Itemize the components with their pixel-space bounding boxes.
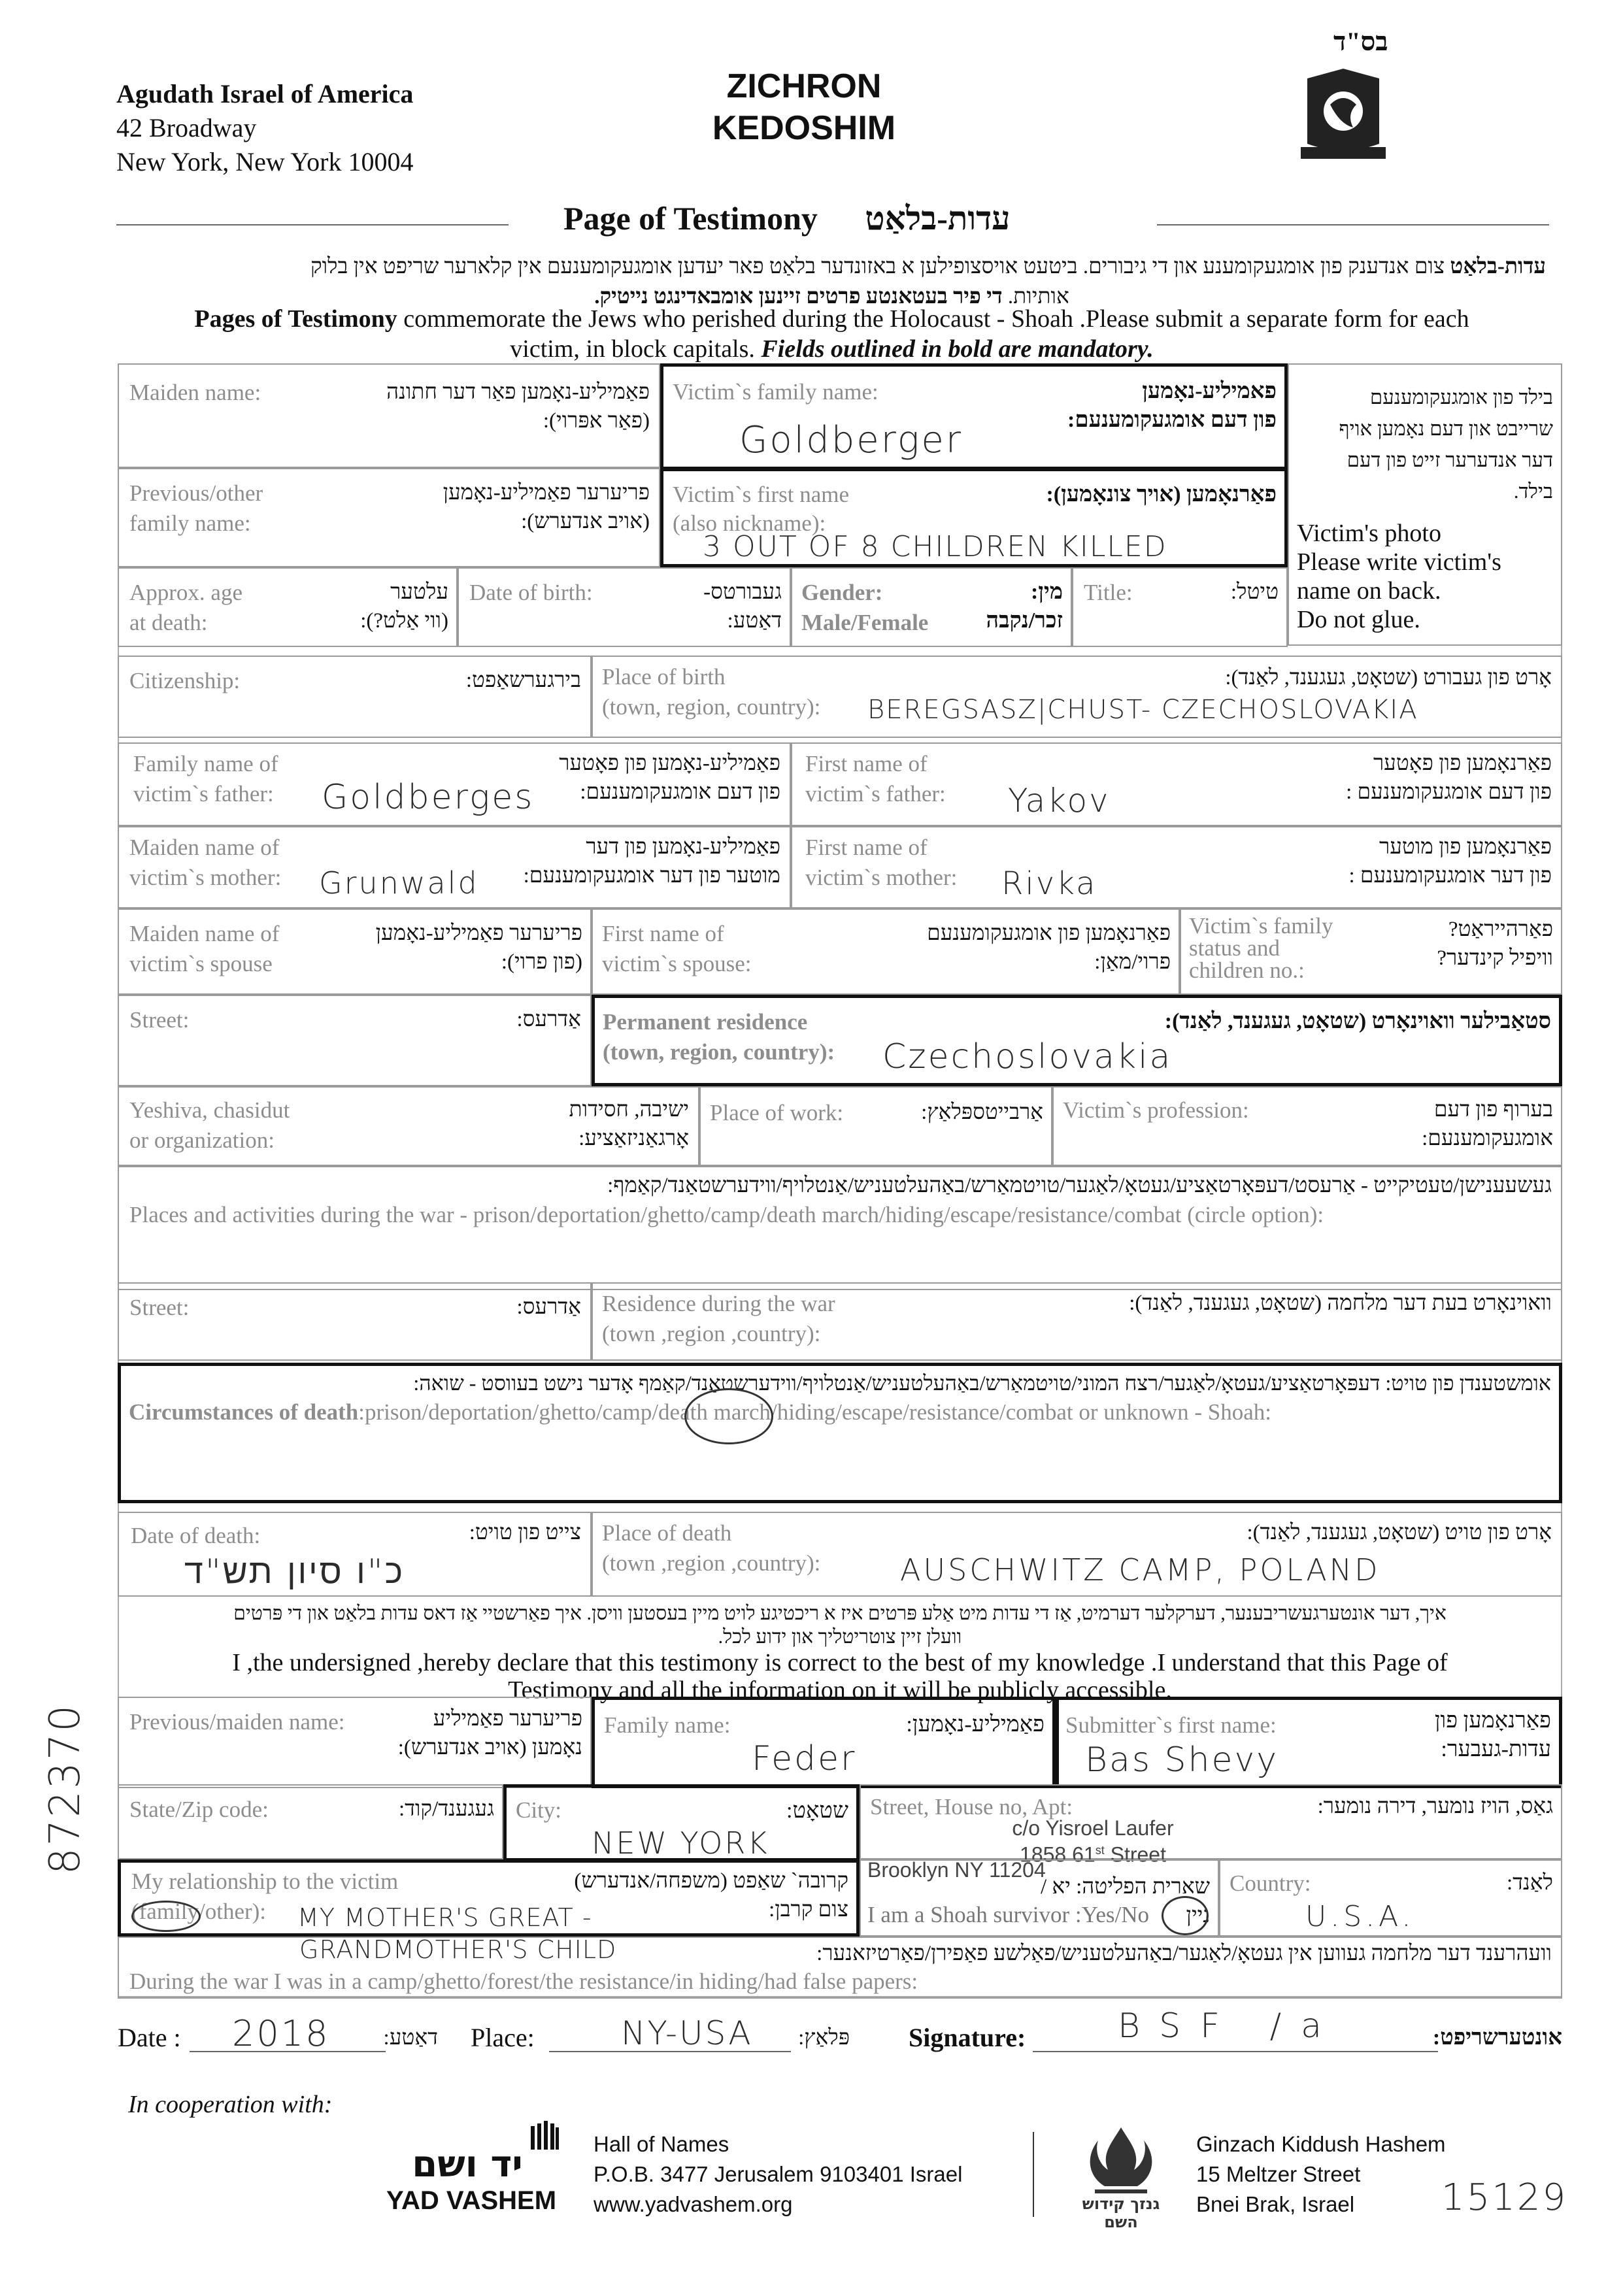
- age-label-he: עלטער: [390, 580, 448, 604]
- birthplace-label: Place of birth: [602, 664, 726, 690]
- address-stamp-line1: c/o Yisroel Laufer: [1012, 1816, 1174, 1840]
- photo-instruction-he-line1: בילד פון אומגעקומענעם: [1369, 386, 1553, 408]
- spouse-first-name-field[interactable]: [592, 908, 1180, 995]
- submitter-family-name-value: Feder: [752, 1739, 857, 1778]
- previous-name-label-he2: (אויב אנדערש):: [521, 510, 650, 533]
- mother-maiden-label: Maiden name of: [129, 835, 280, 860]
- father-first-label2: victim`s father:: [805, 781, 946, 807]
- declaration-en: I ,the undersigned ,hereby declare that this testimony is correct to the best of my knowledge .I understand that this Page of: [232, 1649, 1448, 1676]
- previous-name-label: Previous/other: [129, 480, 263, 506]
- war-residence-label2: (town ,region ,country):: [602, 1321, 821, 1346]
- place-of-death-label2: (town ,region ,country):: [602, 1550, 821, 1576]
- mother-maiden-label-he2: מוטער פון דער אומגעקומענעם:: [523, 864, 780, 888]
- family-circle-mark: [131, 1901, 201, 1932]
- place-of-birth-field[interactable]: [592, 656, 1562, 738]
- previous-name-field[interactable]: [118, 468, 660, 567]
- intro-yiddish-line2: אותיות.: [1007, 285, 1069, 308]
- submitter-first-name-label-he: פאַרנאָמען פון: [1434, 1708, 1551, 1733]
- mother-first-value: Rivka: [1001, 865, 1097, 902]
- survivor-field[interactable]: [860, 1859, 1219, 1937]
- family-status-label2: status and: [1189, 935, 1280, 961]
- country-label: Country:: [1230, 1871, 1311, 1896]
- country-label-he: לאַנד:: [1506, 1871, 1553, 1895]
- yeshiva-field[interactable]: [118, 1086, 699, 1166]
- date-of-death-value: כ"ו סיון תש"ד: [184, 1552, 405, 1591]
- submitter-first-name-value: Bas Shevy: [1085, 1740, 1279, 1780]
- birthplace-label2: (town, region, country):: [602, 694, 821, 720]
- yad-vashem-en: YAD VASHEM: [386, 2186, 557, 2215]
- country-value: U.S.A.: [1305, 1900, 1415, 1933]
- father-family-label2: victim`s father:: [133, 781, 274, 807]
- intro-bold-word: עדות-בלאַט: [1450, 255, 1546, 278]
- place-label: Place:: [471, 2023, 535, 2052]
- relationship-value-line2: GRANDMOTHER'S CHILD: [299, 1935, 617, 1964]
- address-stamp-ordinal: st: [1095, 1844, 1105, 1857]
- camp-circle-mark: [684, 1388, 773, 1444]
- birthplace-label-he: אָרט פון געבורט (שטאָט, געגענד, לאַנד):: [1225, 666, 1552, 690]
- war-street-label: Street:: [129, 1295, 190, 1320]
- spouse-maiden-label: Maiden name of: [129, 921, 280, 946]
- street-label-he: אַדרעס:: [516, 1008, 581, 1031]
- victim-first-name-value: 3 OUT OF 8 CHILDREN KILLED: [703, 530, 1167, 563]
- survivor-label: I am a Shoah survivor :Yes/No: [867, 1902, 1150, 1927]
- yeshiva-label-he: ישיבה, חסידות: [569, 1098, 689, 1122]
- death-circumstances-label: :prison/deportation/ghetto/camp/death march/hiding/escape/resistance/combat or unknown - Shoah:: [358, 1399, 1271, 1425]
- yad-vashem-he: יד ושם: [412, 2143, 523, 2186]
- hall-of-names-line3: www.yadvashem.org: [594, 2192, 793, 2216]
- place-value: NY-USA: [621, 2014, 753, 2052]
- victim-first-name-label-he: פאַרנאָמען (אויך צונאָמען):: [1046, 482, 1277, 507]
- war-activities-label: Places and activities during the war - prison/deportation/ghetto/camp/death march/hiding/escape/resistance/combat (circle option):: [129, 1202, 1324, 1227]
- submitter-first-name-label: Submitter`s first name:: [1065, 1712, 1277, 1738]
- war-activities-label-he: געשעענישן/טעטיקייט - אַרעסט/דעפּאָרטאַציע/געטאָ/לאַגער/טויטמאַרש/באַהעלטעניש/אַנטלויף/ווידערשטאַנד/קאַמף:: [607, 1174, 1552, 1197]
- place-of-death-label-he: אָרט פון טויט (שטאָט, געגענד, לאַנד):: [1247, 1521, 1552, 1544]
- spouse-maiden-name-field[interactable]: [118, 908, 592, 995]
- dob-label: Date of birth:: [469, 580, 593, 605]
- previous-name-label2: family name:: [129, 510, 251, 536]
- signature-label: Signature:: [909, 2023, 1026, 2052]
- ginzach-line3: Bnei Brak, Israel: [1196, 2192, 1355, 2216]
- death-circumstances-label-he: אומשטענדן פון טויט: דעפּאָרטאַציע/געטאָ/לאַגער/רצח המוני/טויטמאַרש/באַהעלטעניש/אַנטלויף/ווידערשטאַנד/קאַמף אָדער נישט בעווסט - שואה:: [413, 1371, 1551, 1395]
- family-status-label3: children no.:: [1189, 957, 1305, 983]
- maiden-name-field[interactable]: [118, 363, 660, 468]
- declaration-he: איך, דער אונטערגעשריבענער, דערקלער דערמיט, אַז די עדות מיט אַלע פּרטים איז א ריכטיגע לויט מיין בעסטען וויסן. איך פאַרשטיי אַז דאס עדות בלאַט און די פּרטים: [233, 1603, 1447, 1624]
- gender-options: Male/Female: [801, 610, 929, 635]
- photo-instruction-he-line4: בילד.: [1513, 480, 1553, 503]
- survivor-label-he: שארית הפליטה: יא / ניין: [1041, 1875, 1210, 1927]
- relationship-label: My relationship to the victim: [131, 1869, 399, 1894]
- previous-name-label-he: פריערער פאַמיליע-נאָמען: [443, 481, 650, 505]
- relationship-label-he2: צום קרבן:: [769, 1898, 848, 1922]
- maiden-name-label-he: פאַמיליע-נאָמען פאַר דער חתונה: [386, 380, 650, 404]
- victim-photo-box[interactable]: [1288, 363, 1562, 646]
- citizenship-label: Citizenship:: [129, 668, 241, 693]
- title-line2: KEDOSHIM: [712, 109, 896, 147]
- place-label-he: פּלאַץ:: [798, 2026, 850, 2050]
- family-status-label: Victim`s family: [1189, 913, 1333, 939]
- father-first-value: Yakov: [1008, 782, 1111, 820]
- photo-instruction-en-line1: Victim's photo: [1297, 520, 1441, 547]
- relationship-label2: (family/other):: [131, 1899, 267, 1924]
- photo-instruction-en-line4: Do not glue.: [1297, 606, 1420, 633]
- dob-label-he2: דאַטע:: [727, 609, 782, 633]
- place-of-death-field[interactable]: [592, 1512, 1562, 1597]
- intro-mandatory-note: Fields outlined in bold are mandatory.: [761, 335, 1154, 363]
- yeshiva-label-he2: אָרגאַניזאַציע:: [578, 1127, 689, 1150]
- photo-instruction-he-line2: שרייבט און דעם נאָמען אויף: [1339, 417, 1553, 440]
- gender-options-he: זכר/נקבה: [986, 608, 1063, 633]
- maiden-name-label: Maiden name:: [129, 380, 261, 405]
- title-label-he: טיטל:: [1230, 580, 1279, 604]
- state-zip-label: State/Zip code:: [129, 1797, 269, 1822]
- title-line1: ZICHRON: [726, 67, 882, 105]
- age-label-he2: (ווי אַלט?):: [360, 609, 448, 633]
- death-circumstances-label-bold: Circumstances of death: [129, 1399, 359, 1425]
- declaration-block: [118, 1601, 1562, 1706]
- profession-label: Victim`s profession:: [1063, 1097, 1249, 1123]
- mother-maiden-value: Grunwald: [319, 865, 479, 901]
- date-of-death-label-he: צייט פון טויט:: [469, 1521, 581, 1544]
- city-field[interactable]: [503, 1784, 860, 1861]
- ginzach-logo: [1072, 2124, 1170, 2229]
- mother-maiden-label-he: פאַמיליע-נאָמען פון דער: [586, 835, 780, 859]
- submitter-prev-name-field[interactable]: [118, 1697, 592, 1788]
- signature-value: BSF /a: [1118, 2006, 1341, 2046]
- street-apt-label-he: גאַס, הויז נומער, דירה נומער:: [1317, 1795, 1553, 1818]
- father-family-name-field[interactable]: [118, 742, 791, 826]
- spouse-maiden-label-he: פריערער פאַמיליע-נאָמען: [375, 922, 582, 945]
- workplace-field[interactable]: [699, 1086, 1052, 1166]
- date-of-death-label: Date of death:: [131, 1523, 261, 1548]
- submitter-family-name-label-he: פאַמיליע-נאָמען:: [906, 1712, 1045, 1737]
- victim-family-name-value: Goldberger: [739, 419, 963, 461]
- margin-case-number: 872370: [41, 1703, 90, 1875]
- street-field[interactable]: [118, 995, 592, 1086]
- submitter-prev-name-label-he: פריערער פאַמיליע: [433, 1707, 582, 1731]
- submitter-prev-name-label-he2: נאָמען (אויב אנדערש):: [397, 1736, 582, 1759]
- title-field[interactable]: [1072, 567, 1288, 647]
- dob-label-he: געבורטס-: [703, 580, 782, 604]
- hall-of-names-line1: Hall of Names: [594, 2132, 729, 2156]
- spouse-first-label2: victim`s spouse:: [602, 951, 752, 976]
- family-status-label-he2: וויפיל קינדער?: [1437, 946, 1553, 970]
- address-stamp-line3: Brooklyn NY 11204: [867, 1858, 1046, 1882]
- no-circle-mark: [1162, 1896, 1209, 1935]
- ginzach-line2: 15 Meltzer Street: [1196, 2162, 1361, 2186]
- war-residence-label: Residence during the war: [602, 1291, 835, 1316]
- state-zip-label-he: געגענד/קוד:: [398, 1797, 494, 1821]
- gender-label-he: מין:: [1030, 580, 1063, 604]
- mother-first-label-he2: פון דער אומגעקומענעם :: [1348, 864, 1552, 888]
- age-label2: at death:: [129, 610, 208, 635]
- city-label-he: שטאָט:: [786, 1799, 848, 1823]
- declaration-en2: Testimony and all the information on it will be publicly accessible.: [508, 1676, 1172, 1704]
- maiden-name-label-he2: (פאַר אפּרוי):: [543, 409, 650, 433]
- declaration-he2: וועלן זיין צוטריטליך און ידוע לכל.: [718, 1626, 962, 1648]
- victim-family-name-label-he2: פון דעם אומגעקומענעם:: [1067, 408, 1277, 432]
- intro-english-bold: Pages of Testimony: [194, 305, 397, 333]
- war-residence-field[interactable]: [592, 1282, 1562, 1361]
- death-circumstances-field[interactable]: [118, 1363, 1562, 1503]
- address-stamp-line2: 1858 61: [1020, 1842, 1096, 1867]
- yeshiva-label2: or organization:: [129, 1127, 275, 1153]
- intro-yiddish-line1: צום אנדענק פון אומגעקומענע און די גיבורים. ביטעט אויסצופילען א באזונדער בלאַט פאר יעדען אומגעקומענעם אין קלארער שריפט אין בלוק: [310, 255, 1445, 278]
- victim-family-name-label: Victim`s family name:: [673, 379, 878, 405]
- mother-first-label-he: פאַרנאָמען פון מוטער: [1379, 835, 1552, 859]
- birthplace-value: BEREGSASZ|CHUST- CZECHOSLOVAKIA: [867, 695, 1418, 725]
- father-first-label-he: פאַרנאָמען פון פאָטער: [1373, 752, 1552, 775]
- place-of-death-value: AUSCHWITZ CAMP, POLAND: [900, 1552, 1380, 1588]
- war-location-field[interactable]: [118, 1937, 1562, 1999]
- intro-english-line2: victim, in block capitals.: [510, 335, 755, 363]
- org-address-line2: New York, New York 10004: [116, 147, 414, 176]
- victim-first-name-label: Victim`s first name: [673, 482, 850, 507]
- residence-label2: (town, region, country):: [603, 1039, 835, 1065]
- spouse-maiden-label-he2: (פון פרוי):: [501, 950, 582, 974]
- org-address-line1: 42 Broadway: [116, 113, 257, 142]
- city-label: City:: [516, 1797, 562, 1823]
- street-apt-label: Street, House no, Apt:: [870, 1794, 1073, 1820]
- family-status-field[interactable]: [1180, 908, 1562, 995]
- submitter-first-name-label-he2: עדות-געבער:: [1441, 1737, 1551, 1761]
- father-first-label: First name of: [805, 751, 928, 776]
- spouse-first-label-he: פאַרנאָמען פון אומגעקומענעם פרוי/מאַן:: [927, 922, 1171, 974]
- street-label: Street:: [129, 1007, 190, 1033]
- father-first-label-he2: פון דעם אומגעקומענעם :: [1346, 780, 1552, 804]
- residence-label-he: סטאַבילער וואוינאָרט (שטאָט, געגענד, לאַנד):: [1164, 1009, 1551, 1033]
- street-apt-field[interactable]: [860, 1784, 1562, 1867]
- photo-instruction-en-line2: Please write victim's: [1297, 548, 1501, 576]
- father-family-label-he2: פון דעם אומגעקומענעם:: [580, 780, 780, 804]
- org-name: Agudath Israel of America: [116, 79, 414, 108]
- mother-maiden-label2: victim`s mother:: [129, 865, 282, 890]
- intro-english-text: commemorate the Jews who perished during the Holocaust - Shoah .Please submit a separate form for each: [403, 305, 1469, 333]
- signature-label-he: אונטערשריפט:: [1432, 2025, 1562, 2050]
- citizenship-field[interactable]: [118, 656, 592, 738]
- mother-first-label2: victim`s mother:: [805, 865, 958, 890]
- spouse-first-label: First name of: [602, 921, 724, 946]
- bsd-mark: בס"ד: [1333, 27, 1388, 56]
- ginzach-line1: Ginzach Kiddush Hashem: [1196, 2132, 1446, 2156]
- victim-first-name-field[interactable]: [660, 468, 1288, 567]
- father-first-name-field[interactable]: [791, 742, 1562, 826]
- title-label: Title:: [1084, 580, 1133, 605]
- victim-family-name-label-he: פאמיליע-נאָמען: [1142, 379, 1277, 403]
- footer-divider: [1033, 2132, 1034, 2217]
- victim-first-name-label2: (also nickname):: [673, 510, 826, 536]
- date-of-birth-field[interactable]: [458, 567, 791, 647]
- submitter-first-name-field[interactable]: [1056, 1697, 1562, 1788]
- relationship-value-line1: MY MOTHER'S GREAT -: [297, 1903, 592, 1932]
- submitter-family-name-label: Family name:: [604, 1712, 731, 1738]
- profession-label-he2: אומגעקומענעם:: [1422, 1127, 1553, 1150]
- yad-vashem-logo: [386, 2121, 562, 2219]
- war-residence-label-he: וואוינאָרט בעת דער מלחמה (שטאָט, געגענד, לאַנד):: [1129, 1291, 1552, 1315]
- agudah-logo: [1301, 65, 1386, 163]
- father-family-value: Goldberges: [322, 778, 535, 817]
- residence-label: Permanent residence: [603, 1009, 808, 1035]
- war-activities-field[interactable]: [118, 1166, 1562, 1290]
- date-of-death-field[interactable]: [118, 1512, 592, 1597]
- father-family-label: Family name of: [133, 751, 278, 776]
- place-of-death-label: Place of death: [602, 1520, 732, 1546]
- state-zip-field[interactable]: [118, 1784, 503, 1859]
- mother-first-name-field[interactable]: [791, 826, 1562, 908]
- yeshiva-label: Yeshiva, chasidut: [129, 1097, 290, 1123]
- war-location-label: During the war I was in a camp/ghetto/forest/the resistance/in hiding/had false papers:: [129, 1969, 918, 1994]
- victim-family-name-field[interactable]: [660, 363, 1288, 470]
- residence-value: Czechoslovakia: [882, 1037, 1173, 1076]
- permanent-residence-field[interactable]: [592, 995, 1562, 1086]
- family-status-label-he: פאַרהייראַט?: [1448, 918, 1553, 941]
- submitter-prev-name-label: Previous/maiden name:: [129, 1709, 345, 1735]
- ginzach-logo-text: גנזך קידוש השם: [1082, 2195, 1160, 2231]
- age-label: Approx. age: [129, 580, 243, 605]
- gender-field[interactable]: [791, 567, 1072, 647]
- age-at-death-field[interactable]: [118, 567, 458, 647]
- profession-field[interactable]: [1052, 1086, 1562, 1166]
- bottom-record-number: 15129: [1441, 2176, 1568, 2219]
- war-street-field[interactable]: [118, 1282, 592, 1361]
- gender-label: Gender:: [801, 580, 883, 605]
- war-street-label-he: אַדרעס:: [516, 1295, 581, 1319]
- city-value: NEW YORK: [592, 1825, 769, 1861]
- photo-instruction-en-line3: name on back.: [1297, 577, 1441, 605]
- spouse-maiden-label2: victim`s spouse: [129, 951, 273, 976]
- country-field[interactable]: [1219, 1859, 1562, 1937]
- date-label-he: דאַטע:: [383, 2026, 438, 2050]
- hall-of-names-line2: P.O.B. 3477 Jerusalem 9103401 Israel: [594, 2162, 963, 2186]
- date-value: 2018: [232, 2013, 330, 2054]
- cooperation-label: In cooperation with:: [128, 2091, 333, 2118]
- address-stamp-line2b: Street: [1104, 1842, 1166, 1867]
- mother-first-label: First name of: [805, 835, 928, 860]
- citizenship-label-he: בירגערשאַפט:: [465, 669, 581, 692]
- workplace-label-he: אַרבייטספּלאַץ:: [921, 1101, 1043, 1124]
- father-family-label-he: פאַמיליע-נאָמען פון פאָטער: [559, 752, 780, 775]
- relationship-field[interactable]: [118, 1859, 860, 1937]
- submitter-family-name-field[interactable]: [592, 1697, 1056, 1788]
- relationship-label-he: קרובה` שאַפט (משפחה/אנדערש): [574, 1869, 848, 1893]
- profession-label-he: בערוף פון דעם: [1433, 1098, 1553, 1122]
- workplace-label: Place of work:: [710, 1100, 844, 1125]
- mother-maiden-name-field[interactable]: [118, 826, 791, 908]
- page-title-en: Page of Testimony: [563, 200, 818, 237]
- page-title-he: עדות-בלאַט: [865, 200, 1011, 237]
- intro-yiddish-bold: די פיר בעטאנטע פרטים זיינען אומבאדינגט נייטיק.: [594, 285, 1003, 308]
- war-location-label-he: וועהרענד דער מלחמה געווען אין געטאָ/לאַגער/באַהעלטעניש/פאַלשע פאַפירן/פאַרטיזאנער:: [816, 1942, 1552, 1965]
- date-label: Date :: [118, 2023, 181, 2052]
- photo-instruction-he-line3: דער אנדערער זייט פון דעם: [1347, 448, 1553, 471]
